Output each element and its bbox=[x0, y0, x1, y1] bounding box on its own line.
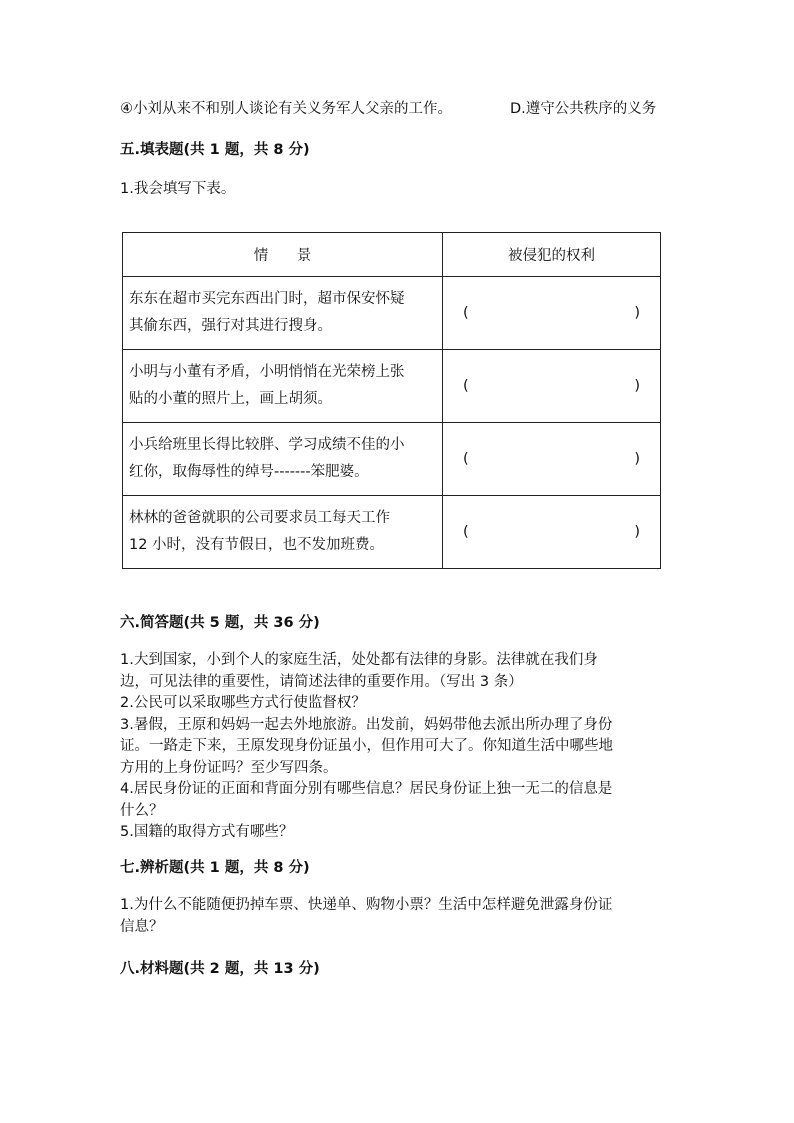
open-paren: ( bbox=[463, 451, 469, 467]
table-row bbox=[123, 496, 661, 569]
scene-line: 东东在超市买完东西出门时，超市保安怀疑 bbox=[129, 291, 405, 307]
open-paren: ( bbox=[463, 305, 469, 321]
question-line: 边，可见法律的重要性，请简述法律的重要作用。（写出 3 条） bbox=[120, 673, 523, 690]
question-line: 2.公民可以采取哪些方式行使监督权？ bbox=[120, 695, 366, 711]
section8-heading: 八.材料题(共 2 题，共 13 分) bbox=[120, 961, 320, 977]
question-line: 1.大到国家，小到个人的家庭生活，处处都有法律的身影。法律就在我们身 bbox=[120, 652, 598, 668]
open-paren: ( bbox=[463, 524, 469, 540]
section7-heading: 七.辨析题(共 1 题，共 8 分) bbox=[120, 860, 310, 876]
answer-cell[interactable] bbox=[443, 496, 661, 569]
table-row bbox=[123, 350, 661, 423]
question-line: 证。一路走下来，王原发现身份证虽小，但作用可大了。你知道生活中哪些地 bbox=[120, 738, 613, 754]
question-line: 什么？ bbox=[120, 802, 164, 819]
table-row bbox=[123, 277, 661, 350]
section6-questions bbox=[120, 650, 613, 844]
close-paren: ) bbox=[634, 378, 640, 394]
scene-line: 贴的小董的照片上，画上胡须。 bbox=[129, 391, 332, 407]
scene-line: 小明与小董有矛盾，小明悄悄在光荣榜上张 bbox=[129, 364, 405, 380]
scene-cell bbox=[123, 277, 443, 350]
scene-cell bbox=[123, 496, 443, 569]
open-paren: ( bbox=[463, 378, 469, 394]
close-paren: ) bbox=[634, 305, 640, 321]
answer-cell[interactable] bbox=[443, 350, 661, 423]
answer-cell[interactable] bbox=[443, 277, 661, 350]
rights-table bbox=[122, 232, 661, 569]
scene-line: 其偷东西，强行对其进行搜身。 bbox=[129, 318, 332, 334]
section5-heading: 五.填表题(共 1 题，共 8 分) bbox=[120, 142, 310, 158]
header-scene: 情 景 bbox=[123, 233, 443, 277]
scene-line: 林林的爸爸就职的公司要求员工每天工作 bbox=[129, 510, 390, 526]
scene-line: 红你，取侮辱性的绰号-------笨肥婆。 bbox=[129, 464, 369, 480]
header-rights: 被侵犯的权利 bbox=[443, 233, 661, 277]
table-row bbox=[123, 423, 661, 496]
option-d-text: D.遵守公共秩序的义务 bbox=[510, 101, 657, 117]
question-line: 3.暑假，王原和妈妈一起去外地旅游。出发前，妈妈带他去派出所办理了身份 bbox=[120, 716, 613, 733]
question-line: 方用的上身份证吗？至少写四条。 bbox=[120, 759, 338, 776]
close-paren: ) bbox=[634, 451, 640, 467]
answer-cell[interactable] bbox=[443, 423, 661, 496]
scene-line: 12 小时，没有节假日，也不发加班费。 bbox=[129, 537, 385, 553]
section5-question: 1.我会填写下表。 bbox=[120, 181, 236, 197]
option-4-text: ④小刘从来不和别人谈论有关义务军人父亲的工作。 bbox=[120, 101, 452, 117]
close-paren: ) bbox=[634, 524, 640, 540]
scene-cell bbox=[123, 423, 443, 496]
question-line: 信息？ bbox=[120, 918, 164, 935]
scene-cell bbox=[123, 350, 443, 423]
section6-heading: 六.简答题(共 5 题，共 36 分) bbox=[120, 615, 320, 631]
scene-line: 小兵给班里长得比较胖、学习成绩不佳的小 bbox=[129, 437, 405, 453]
question-line: 4.居民身份证的正面和背面分别有哪些信息？居民身份证上独一无二的信息是 bbox=[120, 781, 613, 797]
question-line: 5.国籍的取得方式有哪些？ bbox=[120, 824, 294, 840]
question-line: 1.为什么不能随便扔掉车票、快递单、购物小票？生活中怎样避免泄露身份证 bbox=[120, 897, 613, 913]
table-header-row bbox=[123, 233, 661, 277]
section7-questions bbox=[120, 895, 612, 938]
